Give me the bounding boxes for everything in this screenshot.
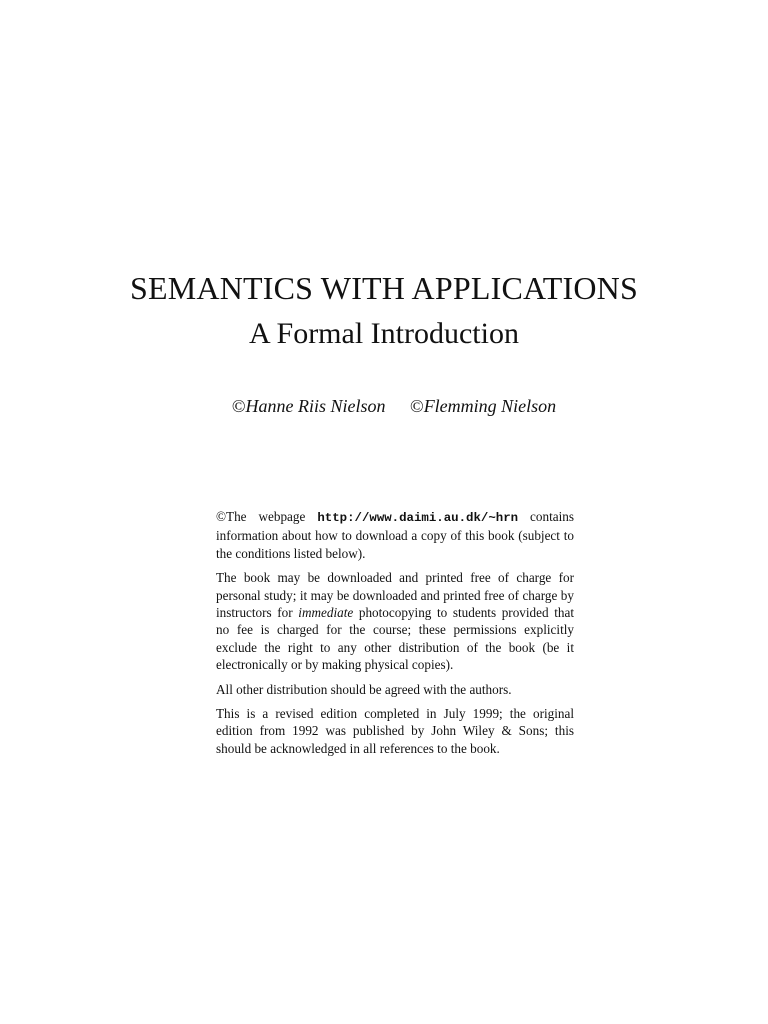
copyright-symbol: © xyxy=(410,396,424,416)
copyright-notice xyxy=(216,508,574,764)
notice-text: The webpage xyxy=(226,509,318,524)
notice-paragraph-permissions xyxy=(216,569,574,673)
notice-paragraph-webpage xyxy=(216,508,574,562)
authors-line xyxy=(0,394,768,418)
notice-text: contains information about how to download a copy of this book (subject to the conditions listed below). xyxy=(216,509,574,561)
author-hanne xyxy=(232,394,386,418)
notice-paragraph-edition: This is a revised edition completed in July 1999; the original edition from 1992 was published by John Wiley & Sons; this should be acknowledged in all references to the book. xyxy=(216,706,574,756)
author-flemming xyxy=(410,394,556,418)
copyright-symbol: © xyxy=(216,509,227,524)
notice-paragraph-distribution: All other distribution should be agreed with the authors. xyxy=(216,681,512,697)
book-subtitle: A Formal Introduction xyxy=(249,317,519,350)
copyright-symbol: © xyxy=(231,396,246,416)
author-name: Flemming Nielson xyxy=(423,396,557,416)
book-title: SEMANTICS WITH APPLICATIONS xyxy=(130,270,638,306)
notice-text: The book may be downloaded and printed free of charge for personal study; it may be downloaded and printed free of charge by instructors for xyxy=(216,570,574,621)
notice-text: photocopying to students provided that no fee is charged for the course; these permissions explicitly exclude the right to any other distribution of the book (be it electronically or by making physical copies). xyxy=(216,605,574,673)
emphasis-immediate: immediate xyxy=(298,605,354,621)
author-name: Hanne Riis Nielson xyxy=(245,396,386,416)
webpage-url[interactable]: http://www.daimi.au.dk/~hrn xyxy=(317,511,519,525)
